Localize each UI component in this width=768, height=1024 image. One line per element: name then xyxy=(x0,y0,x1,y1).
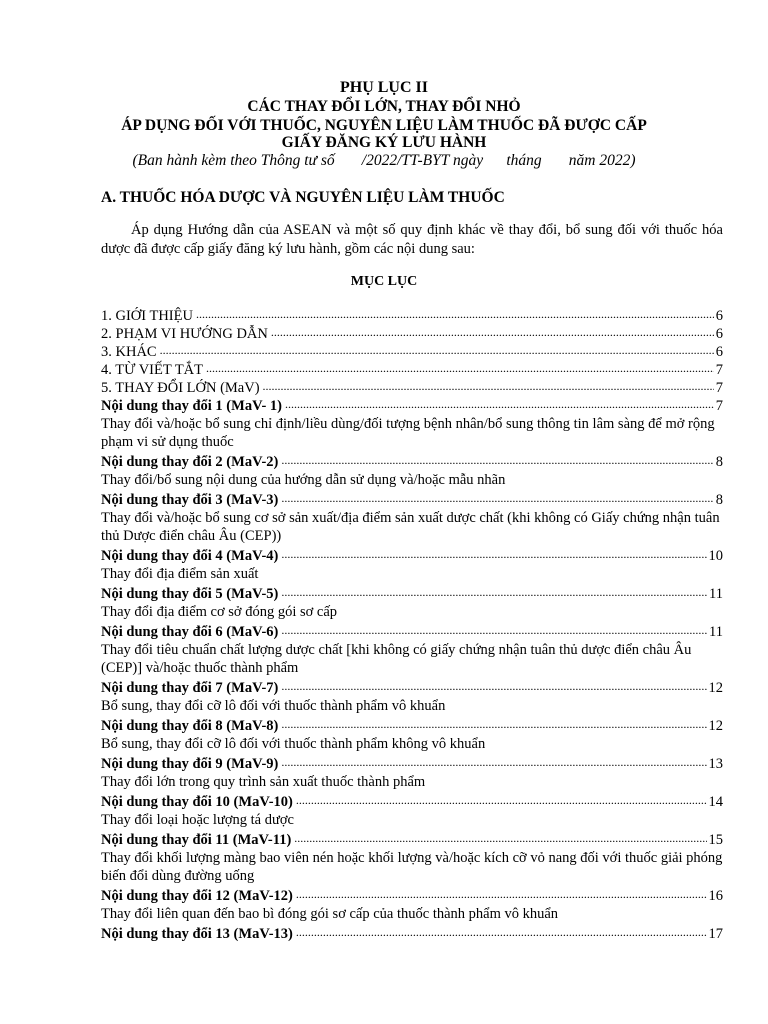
toc-entry[interactable] xyxy=(101,792,723,810)
document-title-line-1: CÁC THAY ĐỔI LỚN, THAY ĐỔI NHỎ xyxy=(247,98,521,115)
toc-entry[interactable] xyxy=(101,584,723,602)
toc-page-number: 7 xyxy=(715,362,723,378)
toc-entry-description: Thay đổi địa điểm sản xuất xyxy=(101,566,259,582)
toc-entry[interactable] xyxy=(101,342,723,360)
toc-entry-description: Thay đổi và/hoặc bổ sung chỉ định/liều dùng/đối tượng bệnh nhân/bổ sung thông tin lâm sàng để mở rộng phạm vi sử dụng thuốc xyxy=(101,416,715,450)
toc-leader-dots xyxy=(271,324,714,338)
toc-entry-label: 1. GIỚI THIỆU xyxy=(101,308,193,324)
toc-entry-label: Nội dung thay đổi 7 (MaV-7) xyxy=(101,680,279,696)
toc-entry[interactable] xyxy=(101,546,723,564)
toc-page-number: 17 xyxy=(708,926,723,942)
toc-page-number: 6 xyxy=(715,308,723,324)
toc-leader-dots xyxy=(196,306,714,320)
toc-leader-dots xyxy=(296,792,707,806)
issuance-note: (Ban hành kèm theo Thông tư số /2022/TT-BYT ngày tháng năm 2022) xyxy=(132,152,636,169)
toc-entry-label: Nội dung thay đổi 1 (MaV- 1) xyxy=(101,398,282,414)
toc-title: MỤC LỤC xyxy=(350,274,418,289)
toc-page-number: 12 xyxy=(708,718,723,734)
toc-page-number: 6 xyxy=(715,344,723,360)
toc-page-number: 11 xyxy=(709,586,723,602)
toc-entry-label: Nội dung thay đổi 12 (MaV-12) xyxy=(101,888,293,904)
toc-leader-dots xyxy=(281,584,707,598)
toc-leader-dots xyxy=(281,452,713,466)
document-title-line-3: GIẤY ĐĂNG KÝ LƯU HÀNH xyxy=(281,134,487,151)
toc-entry[interactable] xyxy=(101,490,723,508)
toc-leader-dots xyxy=(281,678,706,692)
toc-entry[interactable] xyxy=(101,716,723,734)
toc-page-number: 10 xyxy=(708,548,723,564)
toc-leader-dots xyxy=(206,360,714,374)
toc-leader-dots xyxy=(281,716,706,730)
toc-leader-dots xyxy=(263,378,714,392)
toc-leader-dots xyxy=(281,754,706,768)
toc-entry-label: 4. TỪ VIẾT TẮT xyxy=(101,362,204,378)
toc-entry[interactable] xyxy=(101,678,723,696)
toc-leader-dots xyxy=(296,924,707,938)
toc-page-number: 15 xyxy=(708,832,723,848)
toc-entry-label: 5. THAY ĐỔI LỚN (MaV) xyxy=(101,380,260,396)
toc-entry-label: Nội dung thay đổi 11 (MaV-11) xyxy=(101,832,292,848)
toc-entry-label: Nội dung thay đổi 10 (MaV-10) xyxy=(101,794,293,810)
toc-entry-label: Nội dung thay đổi 6 (MaV-6) xyxy=(101,624,279,640)
toc-entry[interactable] xyxy=(101,924,723,942)
toc-leader-dots xyxy=(160,342,714,356)
toc-entry-label: 3. KHÁC xyxy=(101,344,157,360)
toc-entry-description: Bổ sung, thay đổi cỡ lô đối với thuốc thành phẩm không vô khuẩn xyxy=(101,736,486,752)
toc-entry-description: Thay đổi lớn trong quy trình sản xuất thuốc thành phẩm xyxy=(101,774,426,790)
table-of-contents xyxy=(101,306,723,942)
toc-leader-dots xyxy=(294,830,706,844)
toc-entry-description: Thay đổi loại hoặc lượng tá dược xyxy=(101,812,294,828)
toc-entry-description: Thay đổi và/hoặc bổ sung cơ sở sản xuất/địa điểm sản xuất dược chất (khi không có Giấy chứng nhận tuân thủ Dược điển châu Âu (CEP)) xyxy=(101,510,720,544)
toc-page-number: 8 xyxy=(715,492,723,508)
toc-entry[interactable] xyxy=(101,830,723,848)
toc-leader-dots xyxy=(281,490,713,504)
toc-entry-label: Nội dung thay đổi 8 (MaV-8) xyxy=(101,718,279,734)
toc-entry-label: Nội dung thay đổi 4 (MaV-4) xyxy=(101,548,279,564)
toc-page-number: 11 xyxy=(709,624,723,640)
toc-entry[interactable] xyxy=(101,452,723,470)
toc-entry-description: Thay đổi/bổ sung nội dung của hướng dẫn sử dụng và/hoặc mẫu nhãn xyxy=(101,472,506,488)
section-a-intro: Áp dụng Hướng dẫn của ASEAN và một số quy định khác về thay đổi, bổ sung đối với thuốc hóa dược đã được cấp giấy đăng ký lưu hành, gồm các nội dung sau: xyxy=(101,222,723,257)
toc-entry-label: Nội dung thay đổi 2 (MaV-2) xyxy=(101,454,279,470)
toc-leader-dots xyxy=(281,546,706,560)
toc-entry-label: Nội dung thay đổi 5 (MaV-5) xyxy=(101,586,279,602)
toc-entry-label: Nội dung thay đổi 3 (MaV-3) xyxy=(101,492,279,508)
toc-entry-description: Thay đổi địa điểm cơ sở đóng gói sơ cấp xyxy=(101,604,338,620)
toc-entry[interactable] xyxy=(101,886,723,904)
toc-page-number: 6 xyxy=(715,326,723,342)
toc-entry-label: Nội dung thay đổi 13 (MaV-13) xyxy=(101,926,293,942)
toc-entry-description: Thay đổi khối lượng màng bao viên nén hoặc khối lượng và/hoặc kích cỡ vỏ nang đối với thuốc giải phóng biến đổi dùng đường uống xyxy=(101,850,723,884)
toc-entry[interactable] xyxy=(101,324,723,342)
toc-page-number: 7 xyxy=(715,398,723,414)
toc-entry[interactable] xyxy=(101,754,723,772)
appendix-title: PHỤ LỤC II xyxy=(339,79,428,96)
toc-entry-label: Nội dung thay đổi 9 (MaV-9) xyxy=(101,756,279,772)
toc-entry[interactable] xyxy=(101,396,723,414)
toc-entry-label: 2. PHẠM VI HƯỚNG DẪN xyxy=(101,326,268,342)
toc-page-number: 7 xyxy=(715,380,723,396)
section-a-heading: A. THUỐC HÓA DƯỢC VÀ NGUYÊN LIỆU LÀM THUỐC xyxy=(101,189,505,206)
toc-page-number: 12 xyxy=(708,680,723,696)
toc-entry-description: Thay đổi tiêu chuẩn chất lượng dược chất [khi không có giấy chứng nhận tuân thủ dược điển châu Âu (CEP)] và/hoặc thuốc thành phẩm xyxy=(101,642,692,676)
toc-page-number: 16 xyxy=(708,888,723,904)
document-title-line-2: ÁP DỤNG ĐỐI VỚI THUỐC, NGUYÊN LIỆU LÀM THUỐC ĐÃ ĐƯỢC CẤP xyxy=(121,117,647,134)
toc-leader-dots xyxy=(296,886,707,900)
toc-page-number: 8 xyxy=(715,454,723,470)
toc-entry[interactable] xyxy=(101,622,723,640)
toc-entry-description: Thay đổi liên quan đến bao bì đóng gói sơ cấp của thuốc thành phẩm vô khuẩn xyxy=(101,906,559,922)
toc-page-number: 13 xyxy=(708,756,723,772)
toc-page-number: 14 xyxy=(708,794,723,810)
toc-entry[interactable] xyxy=(101,306,723,324)
toc-entry[interactable] xyxy=(101,378,723,396)
toc-entry-description: Bổ sung, thay đổi cỡ lô đối với thuốc thành phẩm vô khuẩn xyxy=(101,698,446,714)
toc-leader-dots xyxy=(281,622,707,636)
toc-entry[interactable] xyxy=(101,360,723,378)
toc-leader-dots xyxy=(285,396,714,410)
